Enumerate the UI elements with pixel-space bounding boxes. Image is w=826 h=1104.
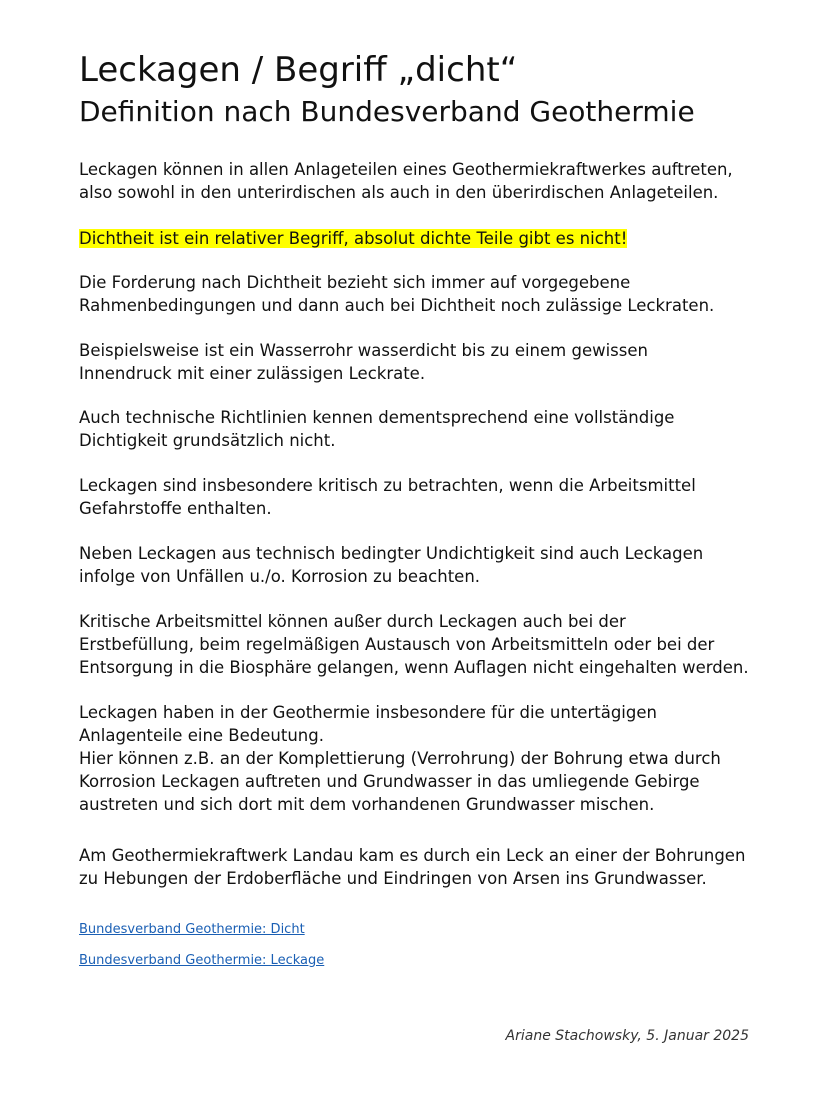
paragraph-dichtheit bbox=[79, 271, 714, 317]
text-line: austreten und sich dort mit dem vorhandenen Grundwasser mischen. bbox=[79, 795, 655, 814]
text-line: Die Forderung nach Dichtheit bezieht sich immer auf vorgegebene bbox=[79, 273, 631, 292]
text-line: Dichtigkeit grundsätzlich nicht. bbox=[79, 431, 336, 450]
text-line: Auch technische Richtlinien kennen dementsprechend eine vollständige bbox=[79, 408, 675, 427]
paragraph-gefahrstoffe bbox=[79, 474, 696, 520]
paragraph-landau bbox=[79, 844, 745, 890]
paragraph-wasserrohr bbox=[79, 339, 648, 385]
text-line: Beispielsweise ist ein Wasserrohr wasserdicht bis zu einem gewissen bbox=[79, 341, 648, 360]
paragraph-geothermie bbox=[79, 701, 721, 816]
text-line: Kritische Arbeitsmittel können außer durch Leckagen auch bei der bbox=[79, 612, 626, 631]
text-line: Leckagen sind insbesondere kritisch zu betrachten, wenn die Arbeitsmittel bbox=[79, 476, 696, 495]
page-subtitle: Definition nach Bundesverband Geothermie bbox=[79, 95, 695, 128]
text-line: Leckagen haben in der Geothermie insbesondere für die untertägigen bbox=[79, 703, 657, 722]
text-line: Rahmenbedingungen und dann auch bei Dichtheit noch zulässige Leckraten. bbox=[79, 296, 715, 315]
text-line: Gefahrstoffe enthalten. bbox=[79, 499, 272, 518]
text-line: Korrosion Leckagen auftreten und Grundwasser in das umliegende Gebirge bbox=[79, 772, 700, 791]
text-line: Innendruck mit einer zulässigen Leckrate. bbox=[79, 364, 426, 383]
paragraph-highlight bbox=[79, 227, 627, 250]
text-line: Entsorgung in die Biosphäre gelangen, wenn Auflagen nicht eingehalten werden. bbox=[79, 658, 749, 677]
paragraph-intro bbox=[79, 158, 733, 204]
link-dicht[interactable]: Bundesverband Geothermie: Dicht bbox=[79, 922, 305, 937]
paragraph-richtlinien bbox=[79, 406, 674, 452]
link-leckage[interactable]: Bundesverband Geothermie: Leckage bbox=[79, 953, 325, 968]
page-title: Leckagen / Begriff „dicht“ bbox=[79, 50, 518, 90]
text-line: Erstbefüllung, beim regelmäßigen Austausch von Arbeitsmitteln oder bei der bbox=[79, 635, 715, 654]
paragraph-arbeitsmittel bbox=[79, 610, 749, 679]
text-line: Am Geothermiekraftwerk Landau kam es durch ein Leck an einer der Bohrungen bbox=[79, 846, 746, 865]
text-line: infolge von Unfällen u./o. Korrosion zu beachten. bbox=[79, 567, 481, 586]
text-line: Anlagenteile eine Bedeutung. bbox=[79, 726, 324, 745]
text-line: also sowohl in den unterirdischen als auch in den überirdischen Anlageteilen. bbox=[79, 183, 719, 202]
text-line: Neben Leckagen aus technisch bedingter Undichtigkeit sind auch Leckagen bbox=[79, 544, 704, 563]
text-line: Hier können z.B. an der Komplettierung (Verrohrung) der Bohrung etwa durch bbox=[79, 749, 721, 768]
highlighted-statement: Dichtheit ist ein relativer Begriff, absolut dichte Teile gibt es nicht! bbox=[79, 229, 628, 248]
author-signature: Ariane Stachowsky, 5. Januar 2025 bbox=[505, 1028, 749, 1044]
paragraph-unfaelle bbox=[79, 542, 703, 588]
text-line: zu Hebungen der Erdoberfläche und Eindringen von Arsen ins Grundwasser. bbox=[79, 869, 707, 888]
text-line: Leckagen können in allen Anlageteilen eines Geothermiekraftwerkes auftreten, bbox=[79, 160, 733, 179]
